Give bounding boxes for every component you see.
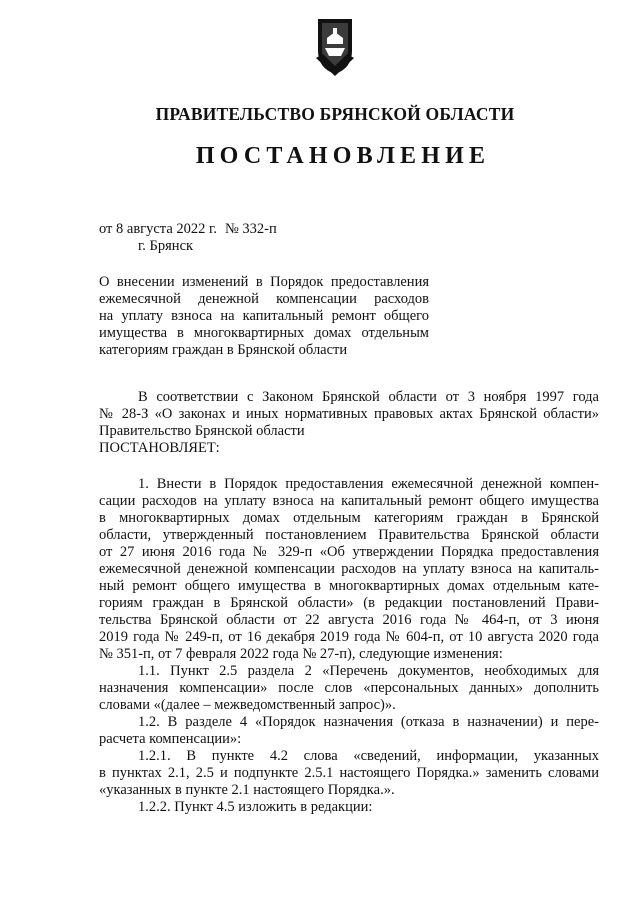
body-line: 1.2.2. Пункт 4.5 изложить в редакции:: [138, 799, 373, 815]
document-type-title: ПОСТАНОВЛЕНИЕ: [195, 143, 491, 169]
body-line: № 351-п, от 7 февраля 2022 года № 27-п), следующие изменения:: [99, 646, 503, 662]
body-line: в пунктах 2.1, 2.5 и подпункте 2.5.1 настоящего Порядка.» заменить словами: [99, 765, 599, 781]
preamble-line: В соответствии с Законом Брянской области от 3 ноября 1997 года: [138, 389, 599, 405]
subject-line: имущества в многоквартирных домах отдельным: [99, 325, 429, 341]
body-line: области, утвержденный постановлением Правительства Брянской области: [99, 527, 599, 543]
body-line: «указанных в пункте 2.1 настоящего Порядка.».: [99, 782, 395, 798]
subject-line: категориям граждан в Брянской области: [99, 342, 348, 358]
body-line: 1. Внести в Порядок предоставления ежемесячной денежной компен-: [138, 476, 599, 492]
body-line: гориям граждан в Брянской области» (в редакции постановлений Прави-: [99, 595, 599, 611]
document-number: № 332-п: [224, 221, 277, 237]
body-line: от 27 июня 2016 года № 329-п «Об утверждении Порядка предоставления: [99, 544, 599, 560]
subject-line: О внесении изменений в Порядок предоставления: [99, 274, 429, 290]
body-line: в многоквартирных домах отдельным категориям граждан в Брянской: [99, 510, 599, 526]
government-title: ПРАВИТЕЛЬСТВО БРЯНСКОЙ ОБЛАСТИ: [155, 104, 515, 124]
body-line: 2019 года № 249-п, от 16 декабря 2019 года № 604-п, от 10 августа 2020 года: [99, 629, 599, 645]
body-line: сации расходов на уплату взноса на капитальный ремонт общего имущества: [99, 493, 599, 509]
coat-of-arms-icon: [313, 14, 357, 78]
subject-line: на уплату взноса на капитальный ремонт общего: [99, 308, 429, 324]
preamble-line: Правительство Брянской области: [99, 423, 305, 439]
body-line: расчета компенсации»:: [99, 731, 242, 747]
body-line: 1.2.1. В пункте 4.2 слова «сведений, информации, указанных: [138, 748, 599, 764]
body-line: 1.1. Пункт 2.5 раздела 2 «Перечень документов, необходимых для: [138, 663, 599, 679]
document-city: г. Брянск: [138, 238, 194, 254]
body-line: словами «(далее – межведомственный запрос)».: [99, 697, 396, 713]
body-line: ный ремонт общего имущества в многоквартирных домах отдельным кате-: [99, 578, 599, 594]
document-date-number: [99, 221, 277, 238]
resolves-heading: ПОСТАНОВЛЯЕТ:: [99, 440, 220, 456]
subject-line: ежемесячной денежной компенсации расходов: [99, 291, 429, 307]
body-line: ежемесячной денежной компенсации расходов на уплату взноса на капиталь-: [99, 561, 599, 577]
preamble-line: № 28-З «О законах и иных нормативных правовых актах Брянской области»: [99, 406, 599, 422]
body-line: тельства Брянской области от 22 августа 2016 года № 464-п, от 3 июня: [99, 612, 599, 628]
body-line: назначения компенсации» после слов «персональных данных» дополнить: [99, 680, 599, 696]
document-date: от 8 августа 2022 г.: [99, 221, 217, 237]
body-line: 1.2. В разделе 4 «Порядок назначения (отказа в назначении) и пере-: [138, 714, 599, 730]
